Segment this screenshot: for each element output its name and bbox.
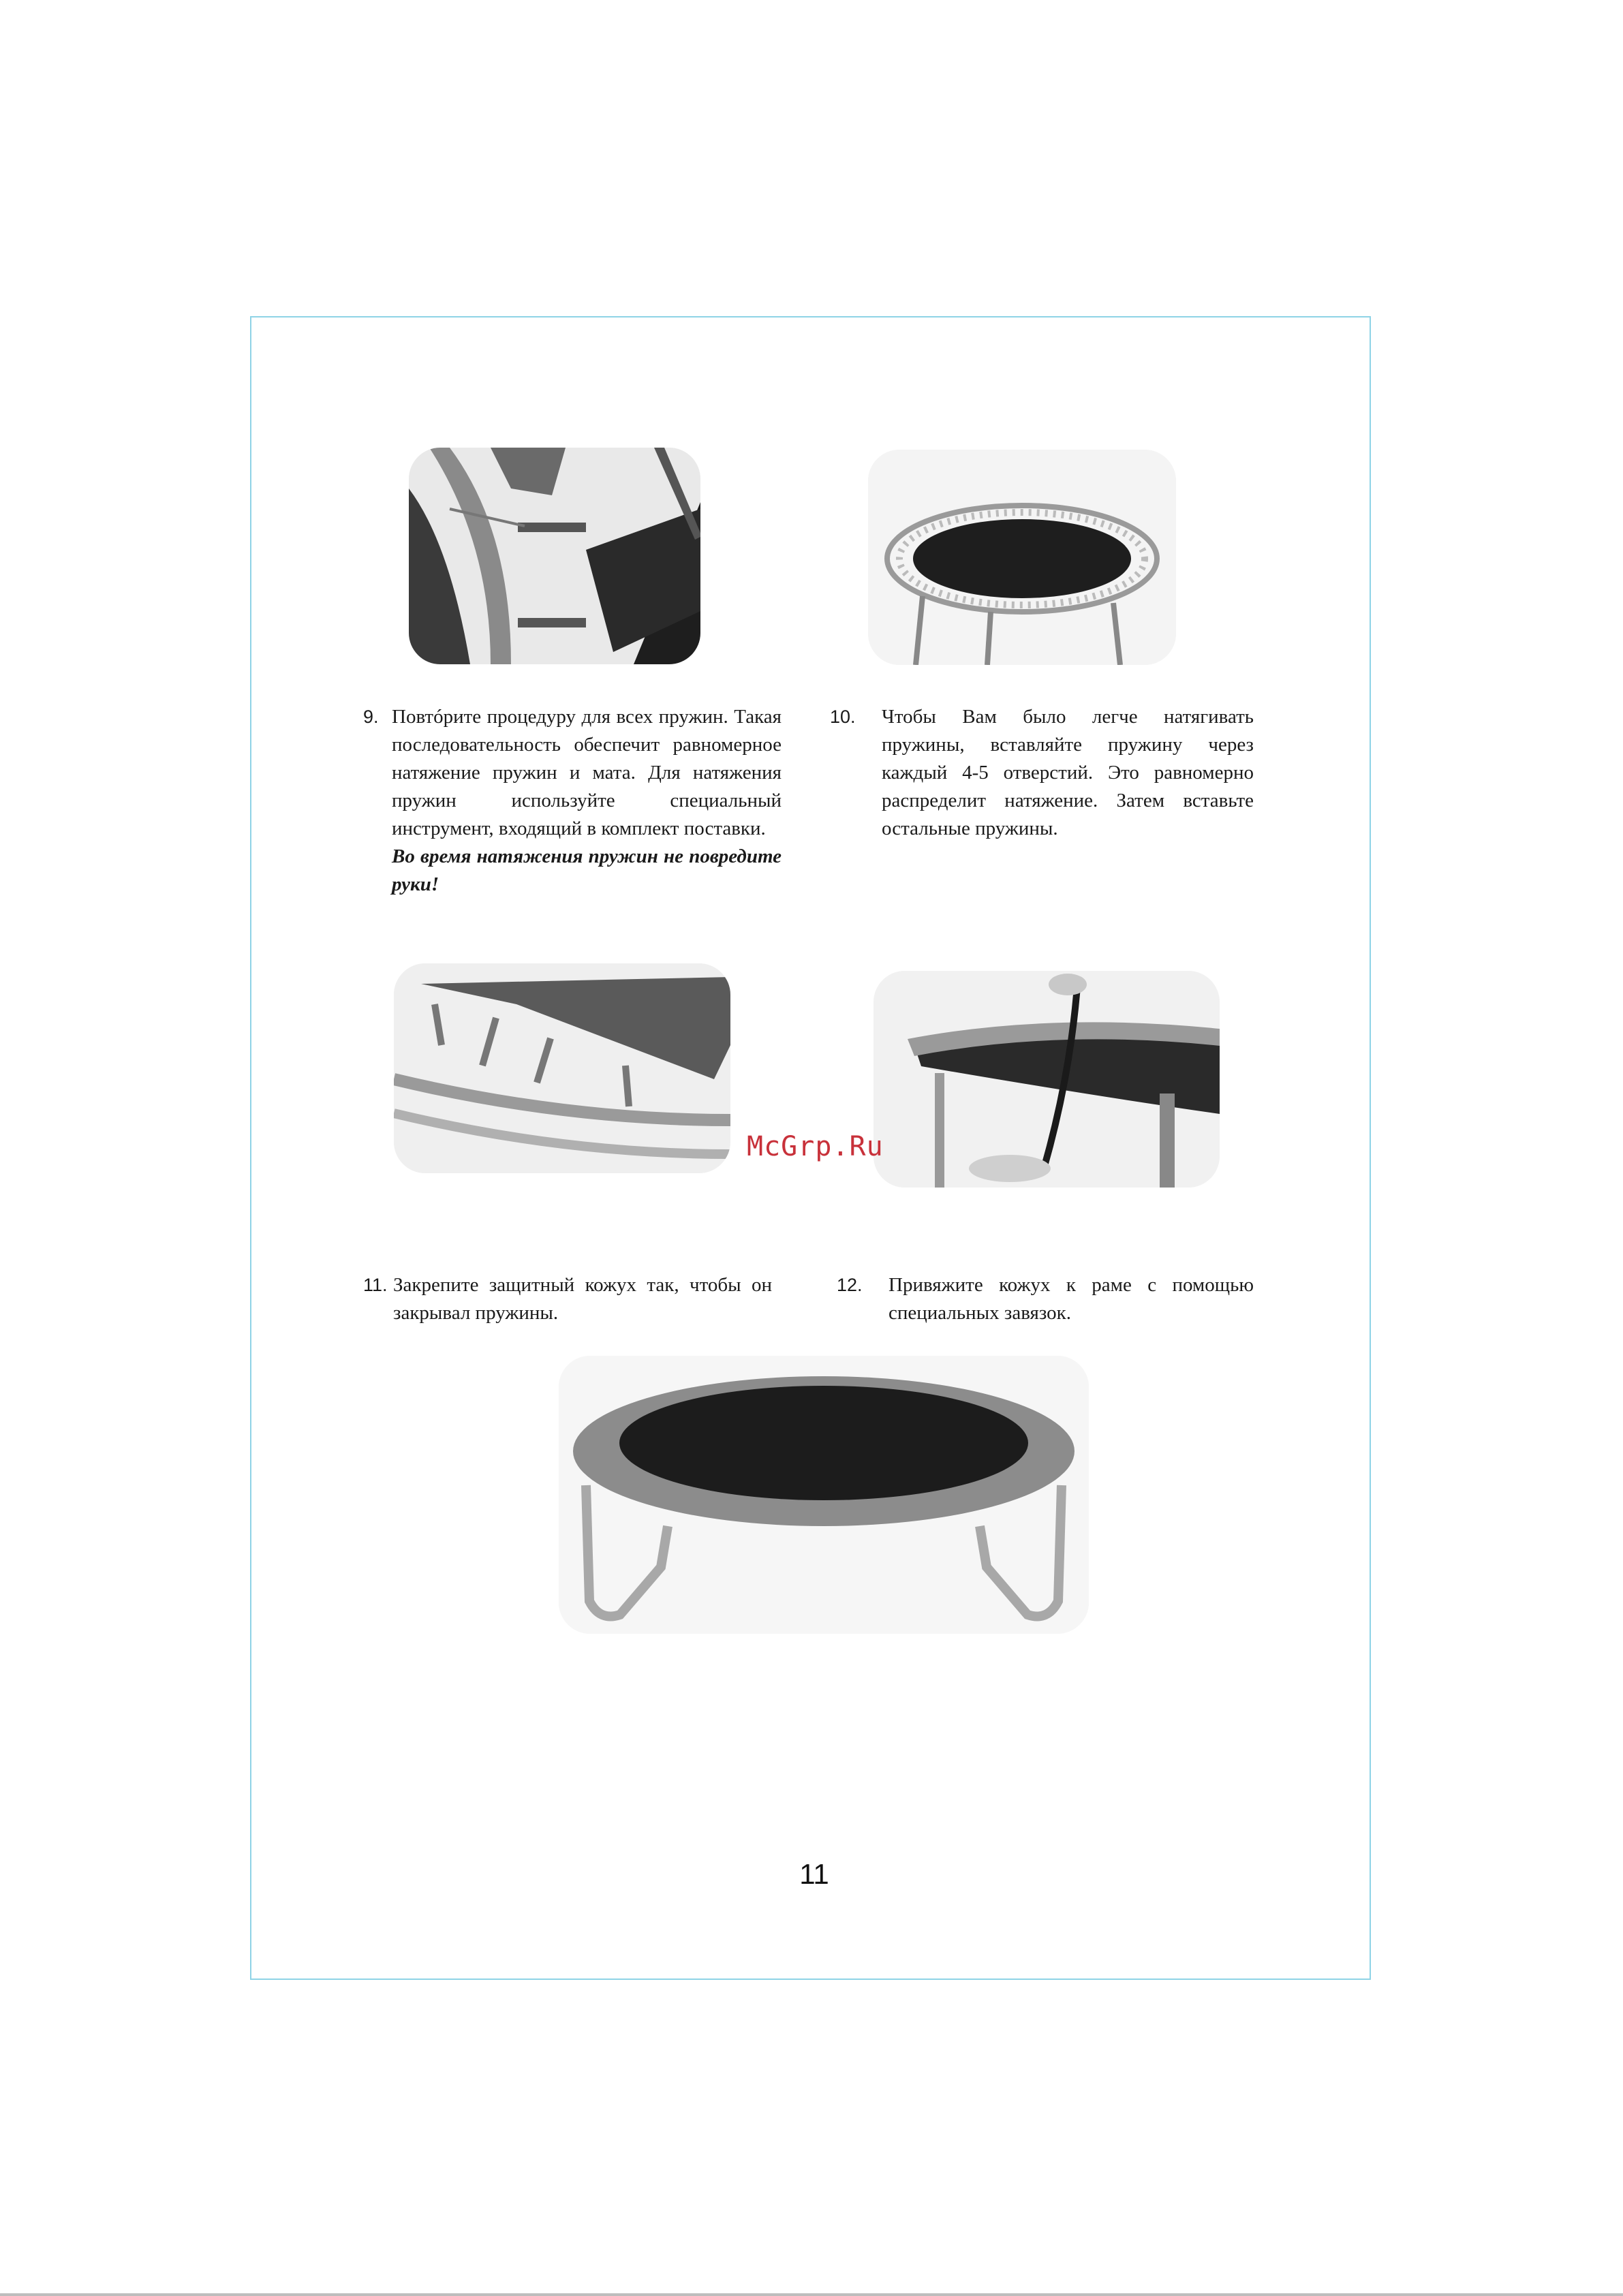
photo-trampoline-springs [868, 450, 1176, 665]
watermark: McGrp.Ru [747, 1131, 884, 1162]
photo-spring-tensioning [409, 448, 700, 664]
step-number: 11. [363, 1275, 388, 1295]
step-text: Чтобы Вам было легче натягивать пружины, вставляйте пружину через каждый 4-5 отверстий. Это равномерно распределит натяжение. Затем вставьте остальные пружины. [882, 706, 1254, 839]
bottom-divider [0, 2293, 1623, 2296]
page-number: 11 [799, 1858, 829, 1890]
warning-text: Во время натяжения пружин не повредите руки! [392, 846, 782, 895]
photo-tying-padding [874, 971, 1220, 1188]
photo-springs-closeup [394, 963, 730, 1173]
step-text: Привяжите кожух к раме с помощью специальных завязок. [888, 1274, 1254, 1324]
step-text: Закрепите защитный кожух так, чтобы он закрывал пружины. [393, 1274, 772, 1324]
photo-assembled-trampoline [559, 1356, 1089, 1634]
step-number: 12. [837, 1275, 863, 1295]
step-number: 9. [363, 707, 379, 727]
step-text: Повтóрите процедуру для всех пружин. Такая последовательность обеспечит равномерное натяжение пружин и мата. Для натяжения пружин используйте специальный инструмент, входящий в комплект поставки. [392, 706, 782, 839]
step-number: 10. [830, 707, 856, 727]
